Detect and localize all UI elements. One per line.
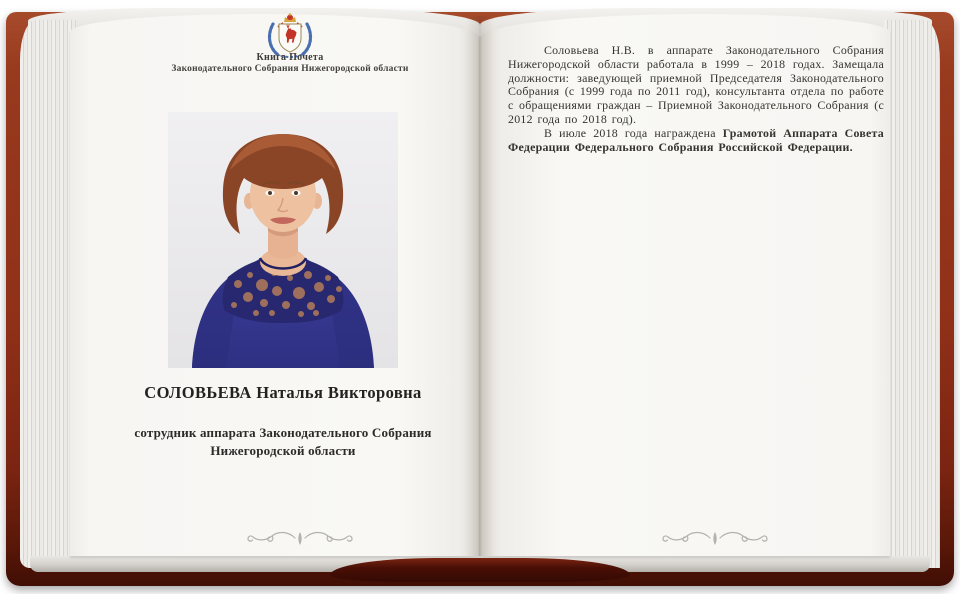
flourish-ornament-icon: [240, 528, 360, 548]
book-subtitle: Законодательного Собрания Нижегородской области: [171, 64, 409, 74]
book-gutter: [466, 16, 494, 556]
flourish-ornament-icon: [655, 528, 775, 548]
award-sentence-start: В июле 2018 года награждена: [544, 125, 723, 140]
person-role-line1: сотрудник аппарата Законодательного Собрания: [134, 425, 432, 440]
person-role: [88, 424, 478, 460]
person-role-line2: Нижегородской области: [210, 443, 356, 458]
book-title: Книга Почета: [256, 52, 324, 63]
biography-paragraph-1: Соловьева Н.В. в аппарате Законодательного Собрания Нижегородской области работала в 1999 – 2018 годах. Замещала должности: заведующей приемной Председателя Законодательного Собрания (с 1999 года по 2011 год), консультанта отдела по работе с обращениями граждан – Приемной Законодательного Собрания (с 2012 года по 2018 год).: [508, 43, 884, 126]
book-spine-fold: [330, 558, 630, 582]
biography-paragraph-2: [508, 127, 884, 155]
person-name: СОЛОВЬЕВА Наталья Викторовна: [144, 383, 422, 402]
portrait-photo: [168, 112, 398, 368]
award-name: Грамотой Аппарата Совета Федерации Федерального Собрания Российской Федерации.: [508, 125, 884, 154]
page-stack-left-edge: [20, 20, 76, 568]
biography-text: [508, 44, 884, 154]
page-stack-right-edge: [884, 20, 940, 568]
